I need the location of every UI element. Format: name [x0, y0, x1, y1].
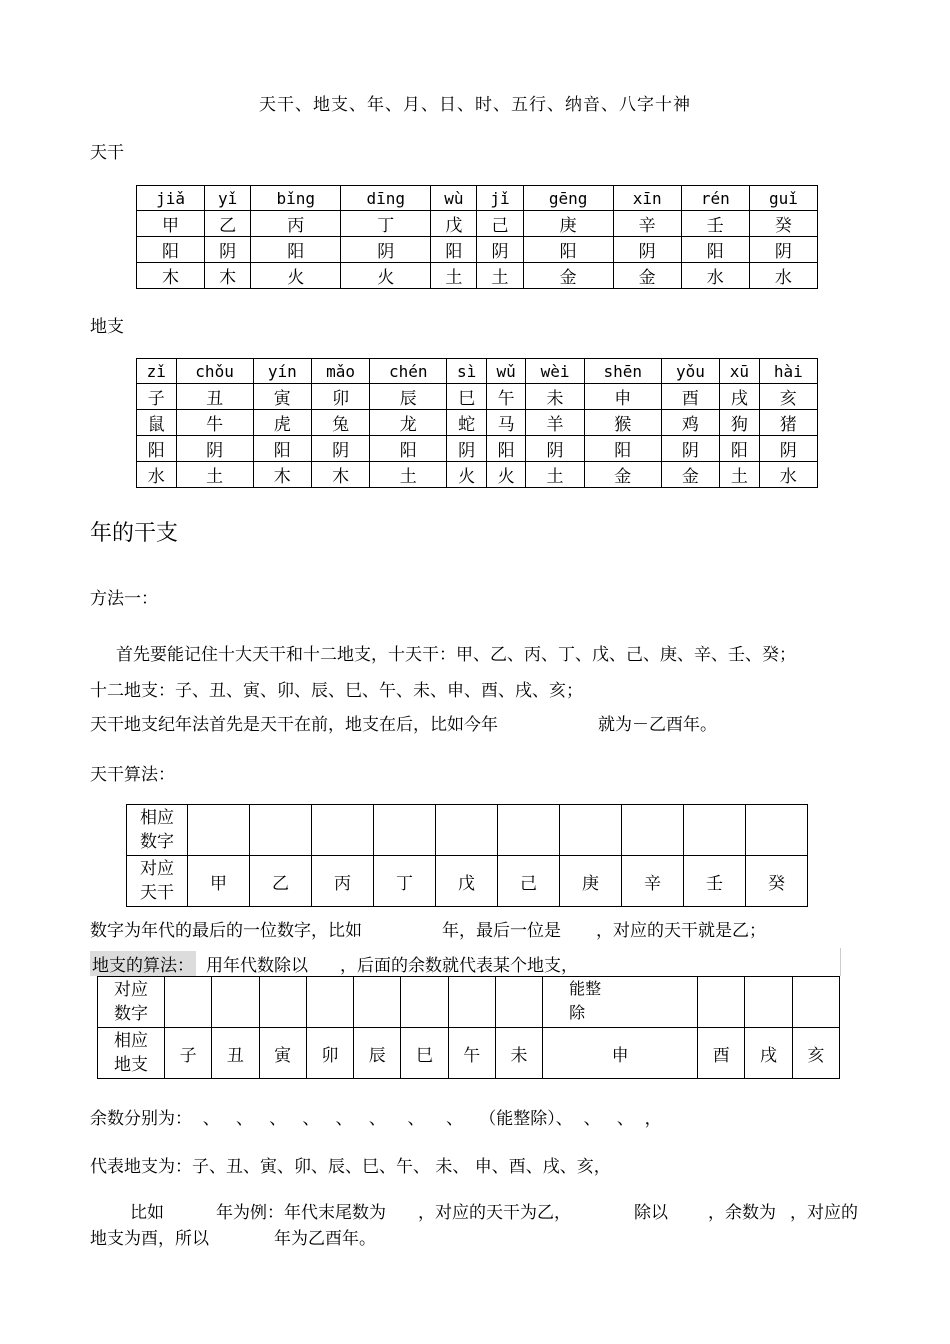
dizhi-table — [136, 358, 818, 488]
tiangan-cell: 戊 — [436, 856, 498, 907]
tiangan-char-row — [137, 211, 818, 237]
dizhi-wuxing-row — [137, 462, 818, 488]
animal-cell: 马 — [486, 410, 526, 436]
tiangan-cell: 癸 — [746, 856, 808, 907]
dizhi-cell: 午 — [486, 384, 526, 410]
wuxing-cell: 金 — [584, 462, 661, 488]
row-header: 相应 地支 — [98, 1028, 165, 1079]
dizhi-yinyang-row — [137, 436, 818, 462]
tiangan-cell: 丙 — [251, 211, 341, 237]
tiangan-calc-table — [126, 804, 808, 907]
example-text: ，对应的 — [790, 1203, 858, 1223]
dizhi-calc-text: 用年代数除以 — [206, 956, 308, 976]
yinyang-cell: 阴 — [661, 436, 719, 462]
tiangan-cell: 丙 — [312, 856, 374, 907]
paragraph-line: 就为－乙酉年。 — [598, 715, 717, 735]
yinyang-cell: 阴 — [341, 237, 431, 263]
tiangan-table — [136, 185, 818, 289]
tiangan-cell: 癸 — [749, 211, 817, 237]
tiangan-cell: 己 — [498, 856, 560, 907]
yinyang-cell: 阴 — [749, 237, 817, 263]
wuxing-cell: 木 — [205, 263, 251, 289]
tiangan-cell: 丁 — [341, 211, 431, 237]
tiangan-cell: 己 — [477, 211, 523, 237]
wuxing-cell: 土 — [370, 462, 447, 488]
wuxing-cell: 木 — [253, 462, 311, 488]
tiangan-cell: 乙 — [250, 856, 312, 907]
tiangan-cell: 丁 — [374, 856, 436, 907]
yinyang-cell: 阳 — [523, 237, 613, 263]
wuxing-cell: 火 — [486, 462, 526, 488]
dizhi-cell: 申 — [584, 384, 661, 410]
pinyin-cell: yín — [253, 359, 311, 384]
number-cell — [306, 977, 353, 1028]
dizhi-cell: 申 — [543, 1028, 698, 1079]
wuxing-cell: 土 — [431, 263, 477, 289]
number-cell — [448, 977, 495, 1028]
yinyang-cell: 阳 — [431, 237, 477, 263]
example-text: ，对应的天干为乙， — [418, 1203, 571, 1223]
pinyin-cell: xū — [720, 359, 760, 384]
row-header: 相应 数字 — [127, 805, 188, 856]
pinyin-cell: shēn — [584, 359, 661, 384]
number-cell — [436, 805, 498, 856]
pinyin-cell: rén — [681, 186, 749, 211]
dizhi-cell: 辰 — [370, 384, 447, 410]
wuxing-cell: 金 — [613, 263, 681, 289]
yinyang-cell: 阴 — [311, 436, 369, 462]
tiangan-cell: 戊 — [431, 211, 477, 237]
pinyin-cell: wèi — [526, 359, 584, 384]
yinyang-cell: 阴 — [176, 436, 253, 462]
number-cell — [746, 805, 808, 856]
paragraph-line: 天干地支纪年法首先是天干在前，地支在后，比如今年 — [90, 715, 498, 735]
yinyang-cell: 阳 — [251, 237, 341, 263]
tiangan-cell: 壬 — [681, 211, 749, 237]
tiangan-cell: 辛 — [613, 211, 681, 237]
animal-cell: 龙 — [370, 410, 447, 436]
wuxing-cell: 水 — [137, 462, 177, 488]
dizhi-cell: 子 — [165, 1028, 212, 1079]
number-cell — [259, 977, 306, 1028]
tiangan-label: 天干 — [90, 143, 124, 163]
dizhi-cell: 午 — [448, 1028, 495, 1079]
dizhi-cell: 寅 — [259, 1028, 306, 1079]
animal-cell: 羊 — [526, 410, 584, 436]
number-cell — [188, 805, 250, 856]
divisible-cell: 能整 除 — [543, 977, 698, 1028]
pinyin-cell: xīn — [613, 186, 681, 211]
tiangan-cell: 庚 — [523, 211, 613, 237]
number-cell — [212, 977, 259, 1028]
wuxing-cell: 土 — [176, 462, 253, 488]
yinyang-cell: 阳 — [584, 436, 661, 462]
dizhi-cell: 巳 — [447, 384, 487, 410]
number-cell — [401, 977, 448, 1028]
tiangan-wuxing-row — [137, 263, 818, 289]
number-cell — [495, 977, 542, 1028]
pinyin-cell: hài — [759, 359, 817, 384]
note-text: 年，最后一位是 — [442, 921, 561, 941]
animal-cell: 虎 — [253, 410, 311, 436]
yinyang-cell: 阳 — [370, 436, 447, 462]
wuxing-cell: 火 — [251, 263, 341, 289]
dizhi-label: 地支 — [90, 317, 124, 337]
dizhi-calc-label: 地支的算法： — [90, 951, 196, 976]
yinyang-cell: 阳 — [137, 237, 205, 263]
tiangan-cell: 甲 — [188, 856, 250, 907]
wuxing-cell: 土 — [477, 263, 523, 289]
section-heading: 年的干支 — [90, 521, 179, 546]
pinyin-cell: mǎo — [311, 359, 369, 384]
yinyang-cell: 阴 — [477, 237, 523, 263]
dizhi-cell: 卯 — [311, 384, 369, 410]
yinyang-cell: 阴 — [205, 237, 251, 263]
dizhi-cell: 卯 — [306, 1028, 353, 1079]
example-text: ，余数为 — [708, 1203, 776, 1223]
tiangan-yinyang-row — [137, 237, 818, 263]
wuxing-cell: 金 — [661, 462, 719, 488]
number-cell — [698, 977, 745, 1028]
example-text: 年为例：年代末尾数为 — [216, 1203, 386, 1223]
wuxing-cell: 土 — [526, 462, 584, 488]
number-cell — [745, 977, 792, 1028]
yinyang-cell: 阴 — [447, 436, 487, 462]
pinyin-cell: yǐ — [205, 186, 251, 211]
pinyin-cell: bǐng — [251, 186, 341, 211]
dizhi-cell: 未 — [526, 384, 584, 410]
tiangan-cell: 甲 — [137, 211, 205, 237]
paragraph-line: 首先要能记住十大天干和十二地支，十天干：甲、乙、丙、丁、戊、己、庚、辛、壬、癸； — [116, 645, 796, 665]
yinyang-cell: 阳 — [720, 436, 760, 462]
tiangan-cell: 辛 — [622, 856, 684, 907]
number-cell — [165, 977, 212, 1028]
row-header: 对应 数字 — [98, 977, 165, 1028]
note-text: 数字为年代的最后的一位数字，比如 — [90, 921, 362, 941]
animal-cell: 蛇 — [447, 410, 487, 436]
calc-number-row — [98, 977, 840, 1028]
dizhi-cell: 亥 — [759, 384, 817, 410]
wuxing-cell: 金 — [523, 263, 613, 289]
dizhi-cell: 巳 — [401, 1028, 448, 1079]
dizhi-char-row — [137, 384, 818, 410]
tiangan-pinyin-row — [137, 186, 818, 211]
tiangan-cell: 乙 — [205, 211, 251, 237]
yinyang-cell: 阴 — [526, 436, 584, 462]
pinyin-cell: gēng — [523, 186, 613, 211]
dizhi-cell: 戌 — [720, 384, 760, 410]
pinyin-cell: chén — [370, 359, 447, 384]
dizhi-cell: 丑 — [212, 1028, 259, 1079]
yinyang-cell: 阳 — [137, 436, 177, 462]
number-cell — [354, 977, 401, 1028]
pinyin-cell: yǒu — [661, 359, 719, 384]
yinyang-cell: 阳 — [253, 436, 311, 462]
wuxing-cell: 木 — [311, 462, 369, 488]
calc-number-row — [127, 805, 808, 856]
number-cell — [250, 805, 312, 856]
tiangan-cell: 庚 — [560, 856, 622, 907]
dizhi-calc-table — [97, 976, 840, 1079]
represents-text: 代表地支为：子、丑、寅、卯、辰、巳、午、 未、 申、酉、戌、亥， — [90, 1157, 611, 1177]
animal-cell: 鸡 — [661, 410, 719, 436]
divider — [840, 948, 841, 976]
animal-cell: 牛 — [176, 410, 253, 436]
pinyin-cell: wù — [431, 186, 477, 211]
number-cell — [684, 805, 746, 856]
pinyin-cell: sì — [447, 359, 487, 384]
paragraph-line: 十二地支：子、丑、寅、卯、辰、巳、午、未、申、酉、戌、亥； — [90, 681, 583, 701]
wuxing-cell: 木 — [137, 263, 205, 289]
yinyang-cell: 阴 — [759, 436, 817, 462]
dizhi-pinyin-row — [137, 359, 818, 384]
dizhi-cell: 辰 — [354, 1028, 401, 1079]
pinyin-cell: dīng — [341, 186, 431, 211]
note-text: ，对应的天干就是乙； — [596, 921, 766, 941]
dizhi-cell: 未 — [495, 1028, 542, 1079]
pinyin-cell: guǐ — [749, 186, 817, 211]
row-header: 对应 天干 — [127, 856, 188, 907]
pinyin-cell: wǔ — [486, 359, 526, 384]
page-title: 天干、地支、年、月、日、时、五行、纳音、八字十神 — [259, 95, 691, 115]
calc-tiangan-row — [127, 856, 808, 907]
method-label: 方法一： — [90, 589, 158, 609]
number-cell — [792, 977, 839, 1028]
animal-cell: 鼠 — [137, 410, 177, 436]
pinyin-cell: zǐ — [137, 359, 177, 384]
yinyang-cell: 阳 — [681, 237, 749, 263]
calc-dizhi-row — [98, 1028, 840, 1079]
example-text: 除以 — [634, 1203, 668, 1223]
dizhi-cell: 亥 — [792, 1028, 839, 1079]
dizhi-cell: 酉 — [698, 1028, 745, 1079]
wuxing-cell: 火 — [341, 263, 431, 289]
yinyang-cell: 阴 — [613, 237, 681, 263]
tiangan-calc-label: 天干算法： — [90, 765, 175, 785]
number-cell — [312, 805, 374, 856]
pinyin-cell: jǐ — [477, 186, 523, 211]
yinyang-cell: 阳 — [486, 436, 526, 462]
dizhi-animal-row — [137, 410, 818, 436]
example-text: 年为乙酉年。 — [274, 1229, 376, 1249]
pinyin-cell: chǒu — [176, 359, 253, 384]
remainders-text: 余数分别为： 、 、 、 、 、 、 、 、 （能整除）、 、 、 ， — [90, 1109, 662, 1129]
animal-cell: 狗 — [720, 410, 760, 436]
dizhi-cell: 寅 — [253, 384, 311, 410]
dizhi-cell: 丑 — [176, 384, 253, 410]
animal-cell: 兔 — [311, 410, 369, 436]
dizhi-calc-text: ，后面的余数就代表某个地支， — [340, 956, 578, 976]
example-text: 比如 — [130, 1203, 164, 1223]
dizhi-cell: 戌 — [745, 1028, 792, 1079]
dizhi-cell: 子 — [137, 384, 177, 410]
dizhi-cell: 酉 — [661, 384, 719, 410]
example-text: 地支为酉，所以 — [90, 1229, 209, 1249]
wuxing-cell: 水 — [749, 263, 817, 289]
wuxing-cell: 水 — [759, 462, 817, 488]
number-cell — [498, 805, 560, 856]
wuxing-cell: 水 — [681, 263, 749, 289]
tiangan-cell: 壬 — [684, 856, 746, 907]
animal-cell: 猪 — [759, 410, 817, 436]
number-cell — [374, 805, 436, 856]
number-cell — [560, 805, 622, 856]
pinyin-cell: jiǎ — [137, 186, 205, 211]
wuxing-cell: 火 — [447, 462, 487, 488]
wuxing-cell: 土 — [720, 462, 760, 488]
animal-cell: 猴 — [584, 410, 661, 436]
number-cell — [622, 805, 684, 856]
